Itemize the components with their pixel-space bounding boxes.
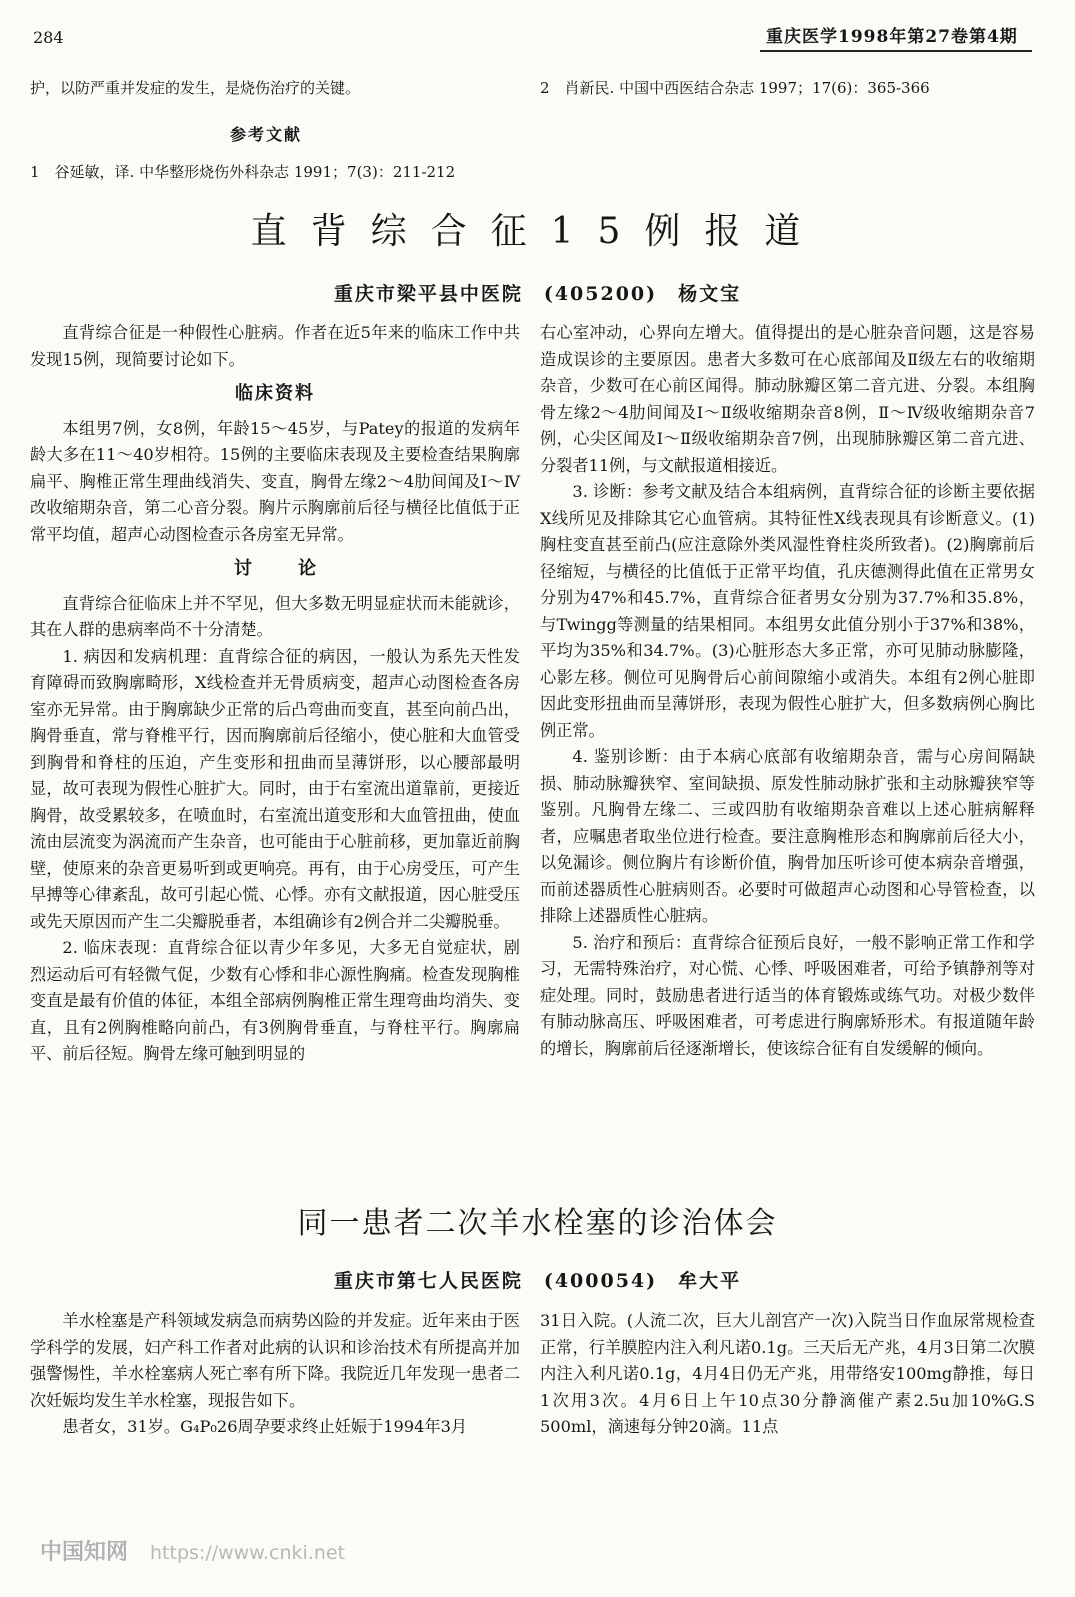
section-heading: 临床资料 <box>235 383 315 404</box>
paragraph: 直背综合征临床上并不罕见，但大多数无明显症状而未能就诊，其在人群的患病率尚不十分清楚。 <box>30 593 520 639</box>
previous-article-ending: 护，以防严重并发症的发生，是烧伤治疗的关键。 <box>30 79 361 97</box>
header-rule <box>760 50 1032 52</box>
section-heading: 讨论 <box>234 558 362 579</box>
paragraph: 31日入院。(人流二次，巨大儿剖宫产一次)入院当日作血尿常规检查正常，行羊膜腔内注入利凡诺0.1g。三天后无产兆，4月3日第二次膜内注入利凡诺0.1g，4月4日仍无产兆，用带络安100mg静推，每日1次用3次。4月6日上午10点30分静滴催产素2.5u加10%G.S 500ml，滴速每分钟20滴。11点 <box>540 1311 1052 1436</box>
paragraph: 患者女，31岁。G₄P₀26周孕要求终止妊娠于1994年3月 <box>62 1417 468 1436</box>
paragraph: 右心室冲动，心界向左增大。值得提出的是心脏杂音问题，这是容易造成误诊的主要原因。患者大多数可在心底部闻及Ⅱ级左右的收缩期杂音，少数可在心前区闻得。肺动脉瓣区第二音亢进、分裂。本组胸骨左缘2～4肋间闻及Ⅰ～Ⅱ级收缩期杂音8例，Ⅱ～Ⅳ级收缩期杂音7例，心尖区闻及Ⅰ～Ⅱ级收缩期杂音7例，出现肺脉瓣区第二音亢进、分裂者11例，与文献报道相接近。 <box>540 323 1035 475</box>
article2-left-column <box>30 1308 520 1441</box>
paragraph: 4. 鉴别诊断：由于本病心底部有收缩期杂音，需与心房间隔缺损、肺动脉瓣狭窄、室间缺损、原发性肺动脉扩张和主动脉瓣狭窄等鉴别。凡胸骨左缘二、三或四肋有收缩期杂音难以上述心脏病解释者，应嘱患者取坐位进行检查。要注意胸椎形态和胸廓前后径大小，以免漏诊。侧位胸片有诊断价值，胸骨加压听诊可使本病杂音增强，而前述器质性心脏病则否。必要时可做超声心动图和心导管检查，以排除上述器质性心脏病。 <box>540 747 1035 925</box>
article-author: 重庆市梁平县中医院 (405200) 杨文宝 <box>333 283 742 305</box>
cnki-logo: 中国知网 <box>40 1540 129 1565</box>
article1-left-column <box>30 320 520 1068</box>
journal-header: 重庆医学1998年第27卷第4期 <box>766 27 1018 47</box>
reference-1: 1 谷延敏，译. 中华整形烧伤外科杂志 1991；7(3)：211-212 <box>30 163 456 181</box>
article2-title: 同一患者二次羊水栓塞的诊治体会 <box>297 1206 778 1241</box>
paragraph: 5. 治疗和预后：直背综合征预后良好，一般不影响正常工作和学习，无需特殊治疗，对心慌、心悸、呼吸困难者，可给予镇静剂等对症处理。同时，鼓励患者进行适当的体育锻炼或练气功。对极少数伴有肺动脉高压、呼吸困难者，可考虑进行胸廓矫形术。有报道随年龄的增长，胸廓前后径逐渐增长，使该综合征有自发缓解的倾向。 <box>540 932 1035 1058</box>
paragraph: 羊水栓塞是产科领域发病急而病势凶险的并发症。近年来由于医学科学的发展，妇产科工作者对此病的认识和诊治技术有所提高并加强警惕性，羊水栓塞病人死亡率有所下降。我院近几年发现一患者二次妊娠均发生羊水栓塞，现报告如下。 <box>30 1311 520 1410</box>
article2-author: 重庆市第七人民医院 (400054) 牟大平 <box>333 1270 742 1292</box>
paragraph: 2. 临床表现：直背综合征以青少年多见，大多无自觉症状，剧烈运动后可有轻微气促，少数有心悸和非心源性胸痛。检查发现胸椎变直是最有价值的体征，本组全部病例胸椎正常生理弯曲均消失、变直，且有2例胸椎略向前凸，有3例胸骨垂直，与脊柱平行。胸廓扁平、前后径短。胸骨左缘可触到明显的 <box>30 938 520 1063</box>
cnki-watermark <box>40 1535 345 1566</box>
article-title: 直背综合征15例报道 <box>250 211 825 252</box>
paragraph: 1. 病因和发病机理：直背综合征的病因，一般认为系先天性发育障碍而致胸廓畸形，X线检查并无骨质病变，超声心动图检查各房室亦无异常。由于胸廓缺少正常的后凸弯曲而变直，甚至向前凸出，胸骨垂直，常与脊椎平行，因而胸廓前后径缩小，使心脏和大血管受到胸骨和脊柱的压迫，产生变形和扭曲而呈薄饼形，以心腰部最明显，故可表现为假性心脏扩大。同时，由于右室流出道靠前，更接近胸骨，故受累较多，在喷血时，右室流出道变形和大血管扭曲，使血流由层流变为涡流而产生杂音，也可能由于心脏前移，更加靠近前胸壁，使原来的杂音更易听到或更响亮。再有，由于心房受压，可产生早搏等心律紊乱，故可引起心慌、心悸。亦有文献报道，因心脏受压或先天原因而产生二尖瓣脱垂者，本组确诊有2例合并二尖瓣脱垂。 <box>30 646 520 931</box>
cnki-url: https://www.cnki.net <box>150 1542 346 1564</box>
article1-right-column <box>540 320 1035 1062</box>
article2-right-column <box>540 1308 1052 1441</box>
page-number: 284 <box>33 28 64 47</box>
paragraph: 直背综合征是一种假性心脏病。作者在近5年来的临床工作中共发现15例，现简要讨论如下。 <box>30 323 520 369</box>
references-heading: 参考文献 <box>230 125 303 144</box>
paragraph: 3. 诊断：参考文献及结合本组病例，直背综合征的诊断主要依据X线所见及排除其它心血管病。其特征性X线表现具有诊断意义。(1)胸柱变直甚至前凸(应注意除外类风湿性脊柱炎所致者)。(2)胸廓前后径缩短，与横径的比值低于正常平均值，孔庆德测得此值在正常男女分别为47%和45.7%，直背综合征者男女分别为37.7%和35.8%，与Twingg等测量的结果相同。本组男女此值分别小于37%和38%，平均为35%和34.7%。(3)心脏形态大多正常，亦可见肺动脉膨隆，心影左移。侧位可见胸骨后心前间隙缩小或消失。本组有2例心脏即因此变形扭曲而呈薄饼形，表现为假性心脏扩大，但多数病例心胸比例正常。 <box>540 482 1035 740</box>
reference-2: 2 肖新民. 中国中西医结合杂志 1997；17(6)：365-366 <box>540 79 930 97</box>
paragraph: 本组男7例，女8例，年龄15～45岁，与Patey的报道的发病年龄大多在11～40岁相符。15例的主要临床表现及主要检查结果胸廓扁平、胸椎正常生理曲线消失、变直，胸骨左缘2～4肋间闻及Ⅰ～Ⅳ改收缩期杂音，第二心音分裂。胸片示胸廓前后径与横径比值低于正常平均值，超声心动图检查示各房室无异常。 <box>30 418 520 544</box>
